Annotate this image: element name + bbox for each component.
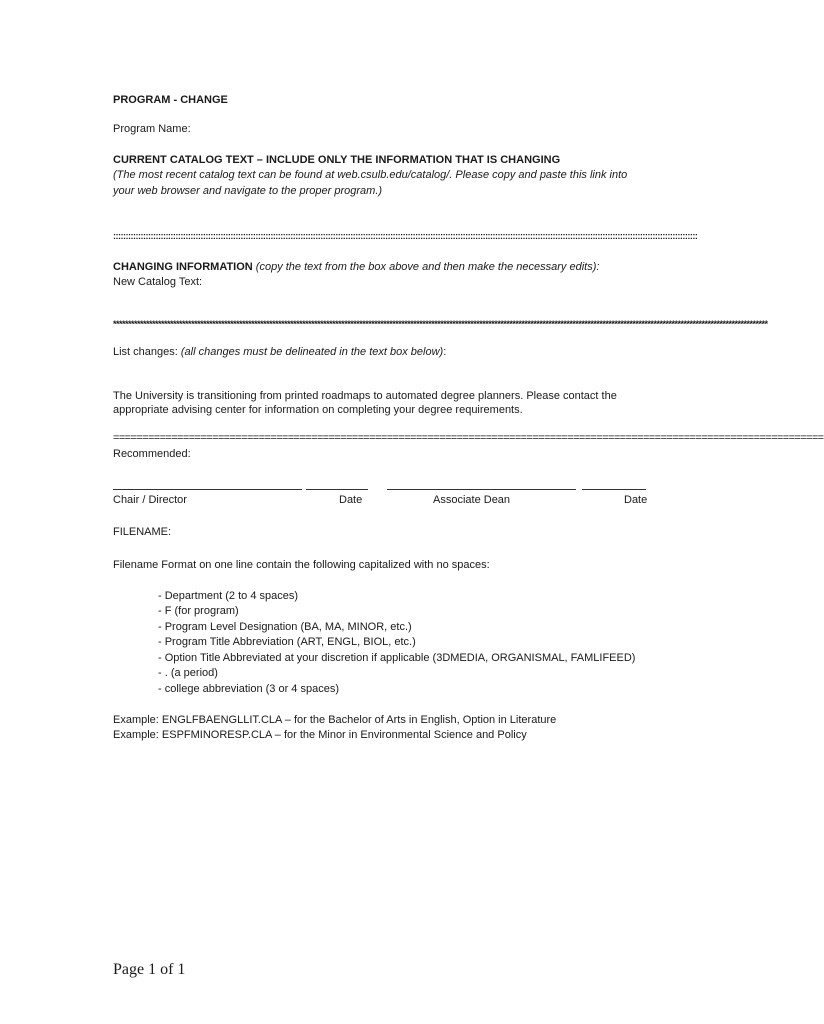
example-line: Example: ENGLFBAENGLLIT.CLA – for the Bachelor of Arts in English, Option in Literature bbox=[113, 714, 557, 726]
program-name-label: Program Name: bbox=[113, 123, 191, 135]
format-item: - Department (2 to 4 spaces) bbox=[158, 590, 299, 602]
page-title: PROGRAM - CHANGE bbox=[113, 94, 228, 106]
list-changes-instruction: (all changes must be delineated in the text box below) bbox=[180, 346, 444, 358]
assoc-dean-signature-line bbox=[387, 489, 576, 490]
format-item: - Option Title Abbreviated at your discretion if applicable (3DMEDIA, ORGANISMAL, FAMLIFEED) bbox=[158, 652, 636, 664]
example-line: Example: ESPFMINORESP.CLA – for the Minor in Environmental Science and Policy bbox=[113, 729, 527, 741]
changing-info-heading: CHANGING INFORMATION bbox=[113, 261, 253, 273]
date2-signature-line bbox=[582, 489, 646, 490]
format-item: - . (a period) bbox=[158, 667, 218, 679]
star-separator: ************************************************************************************************************************************************************************************************************************** bbox=[113, 319, 768, 329]
list-changes-colon: : bbox=[443, 346, 447, 358]
format-item: - Program Level Designation (BA, MA, MINOR, etc.) bbox=[158, 621, 412, 633]
equals-separator: ========================================================================================================================== bbox=[113, 432, 824, 444]
new-catalog-text-label: New Catalog Text: bbox=[113, 276, 203, 288]
date2-label: Date bbox=[624, 494, 648, 506]
transition-note-line1: The University is transitioning from printed roadmaps to automated degree planners. Please contact the bbox=[113, 390, 617, 402]
current-catalog-heading: CURRENT CATALOG TEXT – INCLUDE ONLY THE INFORMATION THAT IS CHANGING bbox=[113, 154, 561, 166]
list-changes-label: List changes: bbox=[113, 346, 181, 358]
chair-signature-line bbox=[113, 489, 302, 490]
transition-note-line2: appropriate advising center for information on completing your degree requirements. bbox=[113, 404, 523, 416]
assoc-dean-label: Associate Dean bbox=[433, 494, 511, 506]
format-item: - college abbreviation (3 or 4 spaces) bbox=[158, 683, 339, 695]
chair-label: Chair / Director bbox=[113, 494, 187, 506]
format-item: - Program Title Abbreviation (ART, ENGL, BIOL, etc.) bbox=[158, 636, 416, 648]
changing-info-instruction: (copy the text from the box above and then make the necessary edits): bbox=[252, 261, 600, 273]
format-item: - F (for program) bbox=[158, 605, 239, 617]
list-changes-line bbox=[113, 345, 446, 359]
page-footer: Page 1 of 1 bbox=[113, 961, 186, 978]
colon-separator: :::::::::::::::::::::::::::::::::::::::::::::::::::::::::::::::::::::::::::::::::::::::::::::::::::::::::::::::::::::::::::::::::::::::::::::::::::::::::::::::::::::::::::::::::::::::::::::::::::::::::::::::::::::::::::::::::::::::::: bbox=[113, 231, 698, 241]
recommended-label: Recommended: bbox=[113, 448, 191, 460]
date1-label: Date bbox=[339, 494, 363, 506]
filename-format: Filename Format on one line contain the following capitalized with no spaces: bbox=[113, 559, 490, 571]
changing-info-line bbox=[113, 260, 599, 274]
filename-label: FILENAME: bbox=[113, 526, 172, 538]
current-catalog-note-line1: (The most recent catalog text can be found at web.csulb.edu/catalog/. Please copy and paste this link into bbox=[113, 169, 628, 181]
date1-signature-line bbox=[306, 489, 368, 490]
current-catalog-note-line2: your web browser and navigate to the proper program.) bbox=[113, 185, 383, 197]
